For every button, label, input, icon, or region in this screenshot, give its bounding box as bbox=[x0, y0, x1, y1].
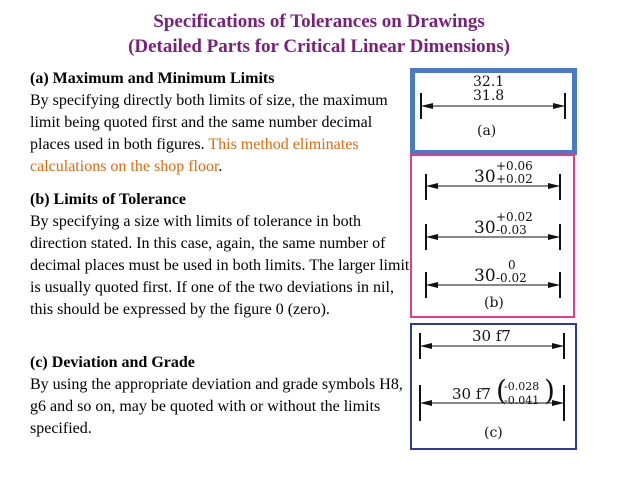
figure-b-base-2: 30 bbox=[474, 218, 496, 238]
figure-a-lower-limit: 31.8 bbox=[473, 88, 505, 104]
section-a-text-normal: By specifying directly both limits of size, the maximum limit being quoted first and the same number decimal places used in both figures. bbox=[30, 92, 388, 153]
section-a-text bbox=[30, 90, 410, 178]
figure-a-upper-limit: 32.1 bbox=[473, 74, 505, 90]
figure-b-lower-2: -0.03 bbox=[496, 223, 527, 237]
section-a bbox=[30, 68, 410, 178]
section-a-text-end: . bbox=[218, 158, 223, 175]
figure-b-upper-1: +0.06 bbox=[496, 159, 533, 173]
figure-b-upper-2: +0.02 bbox=[496, 210, 533, 224]
figure-c-bracket: ( bbox=[496, 374, 507, 407]
figure-b-lower-1: +0.02 bbox=[496, 172, 533, 186]
slide-title-line-2: (Detailed Parts for Critical Linear Dimensions) bbox=[128, 36, 510, 57]
figure-b-upper-3: 0 bbox=[508, 258, 516, 272]
section-b bbox=[30, 189, 410, 321]
figure-b-lower-3: -0.02 bbox=[496, 271, 527, 285]
figure-b-base-1: 30 bbox=[474, 167, 496, 187]
section-c-text: By using the appropriate deviation and grade symbols H8, g6 and so on, may be quoted with or without the limits specified. bbox=[30, 376, 403, 437]
figure-a-caption: (a) bbox=[477, 123, 497, 139]
figure-c-dimension-2-upper: -0.028 bbox=[504, 380, 540, 393]
figure-c-dimension-2-base: 30 f7 bbox=[452, 385, 491, 403]
section-a-heading: (a) Maximum and Minimum Limits bbox=[30, 70, 275, 87]
section-b-heading: (b) Limits of Tolerance bbox=[30, 191, 186, 208]
figure-c-dimension-2-lower: -0.041 bbox=[504, 394, 540, 407]
section-c-heading: (c) Deviation and Grade bbox=[30, 354, 195, 371]
section-a-text-highlight: This method eliminates calculations on the shop floor bbox=[30, 136, 359, 175]
section-b-text: By specifying a size with limits of tolerance in both direction stated. In this case, again, the same number of decimal places must be used in both limits. The larger limit is usually quoted first. If one of the two deviations in nil, this should be expressed by the figure 0 (zero). bbox=[30, 213, 410, 318]
figure-c-panel bbox=[410, 323, 577, 450]
figure-c-caption: (c) bbox=[484, 425, 503, 441]
section-c bbox=[30, 352, 410, 440]
figure-b-caption: (b) bbox=[484, 295, 504, 311]
slide-title-line-1: Specifications of Tolerances on Drawings bbox=[153, 11, 485, 32]
figure-c-dimension-1: 30 f7 bbox=[472, 327, 511, 345]
figure-b-panel bbox=[410, 154, 575, 318]
figure-c-bracket-close: ) bbox=[544, 374, 555, 407]
figure-b-base-3: 30 bbox=[474, 266, 496, 286]
figure-a-panel bbox=[410, 68, 577, 155]
